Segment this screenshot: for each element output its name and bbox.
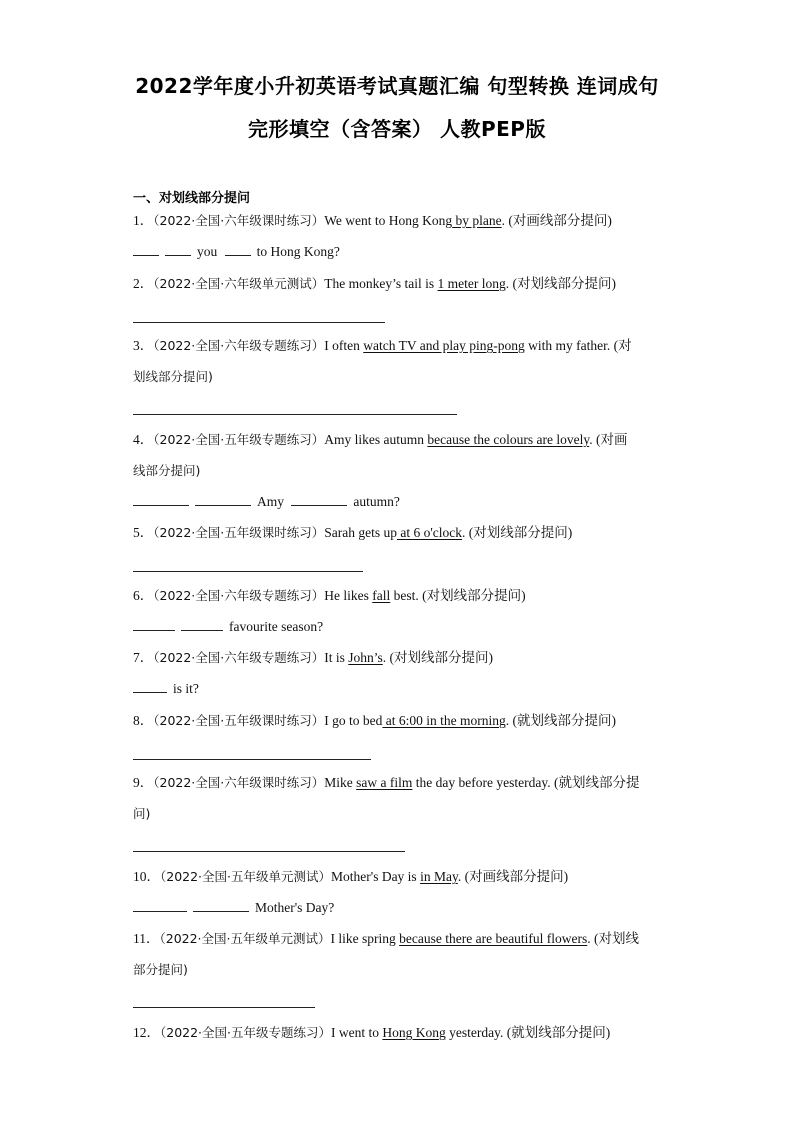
answer-blank[interactable] — [133, 897, 187, 912]
question-4: 4．（2022·全国·五年级专题练习）Amy likes autumn because the colours are lovely. (对画 — [133, 432, 628, 447]
answer-blank[interactable] — [225, 241, 251, 256]
question-8: 8．（2022·全国·五年级课时练习）I go to bed at 6:00 in the morning. (就划线部分提问) — [133, 713, 616, 728]
answer-blank[interactable] — [181, 616, 223, 631]
answer-line-11[interactable] — [133, 1007, 315, 1008]
question-11-cont: 部分提问) — [133, 962, 188, 977]
question-9-cont: 问) — [133, 806, 151, 821]
answer-line-9[interactable] — [133, 851, 405, 852]
answer-1: you to Hong Kong? — [133, 236, 673, 267]
answer-blank[interactable] — [291, 491, 347, 506]
question-9: 9．（2022·全国·六年级课时练习）Mike saw a film the day before yesterday. (就划线部分提 — [133, 775, 640, 790]
answer-blank[interactable] — [193, 897, 249, 912]
answer-blank[interactable] — [195, 491, 251, 506]
document-title-line-1: 2022学年度小升初英语考试真题汇编 句型转换 连词成句 — [135, 74, 659, 98]
answer-line-5[interactable] — [133, 571, 363, 572]
question-10: 10．（2022·全国·五年级单元测试）Mother's Day is in May. (对画线部分提问) — [133, 869, 569, 884]
question-4-cont: 线部分提问) — [133, 463, 201, 478]
question-7: 7．（2022·全国·六年级专题练习）It is John’s. (对划线部分提问) — [133, 650, 494, 665]
answer-blank[interactable] — [133, 241, 159, 256]
answer-blank[interactable] — [133, 678, 167, 693]
answer-4: Amy autumn? — [133, 486, 673, 517]
question-3: 3．（2022·全国·六年级专题练习）I often watch TV and play ping-pong with my father. (对 — [133, 338, 632, 353]
section-heading: 一、对划线部分提问 — [133, 191, 251, 206]
question-11: 11．（2022·全国·五年级单元测试）I like spring because there are beautiful flowers. (对划线 — [133, 931, 640, 946]
question-2: 2．（2022·全国·六年级单元测试）The monkey’s tail is 1 meter long. (对划线部分提问) — [133, 276, 616, 291]
document-title-line-2: 完形填空（含答案） 人教PEP版 — [248, 117, 546, 141]
answer-blank[interactable] — [133, 616, 175, 631]
answer-line-8[interactable] — [133, 759, 371, 760]
question-3-cont: 划线部分提问) — [133, 369, 213, 384]
answer-line-2[interactable] — [133, 322, 385, 323]
answer-blank[interactable] — [133, 491, 189, 506]
answer-7: is it? — [133, 673, 673, 704]
question-1: 1．（2022·全国·六年级课时练习）We went to Hong Kong by plane. (对画线部分提问) — [133, 213, 612, 228]
answer-10: Mother's Day? — [133, 892, 673, 923]
answer-blank[interactable] — [165, 241, 191, 256]
answer-line-3[interactable] — [133, 414, 457, 415]
question-5: 5．（2022·全国·五年级课时练习）Sarah gets up at 6 o'clock. (对划线部分提问) — [133, 525, 573, 540]
question-12: 12．（2022·全国·五年级专题练习）I went to Hong Kong yesterday. (就划线部分提问) — [133, 1025, 611, 1040]
answer-6: favourite season? — [133, 611, 673, 642]
question-6: 6．（2022·全国·六年级专题练习）He likes fall best. (对划线部分提问) — [133, 588, 526, 603]
